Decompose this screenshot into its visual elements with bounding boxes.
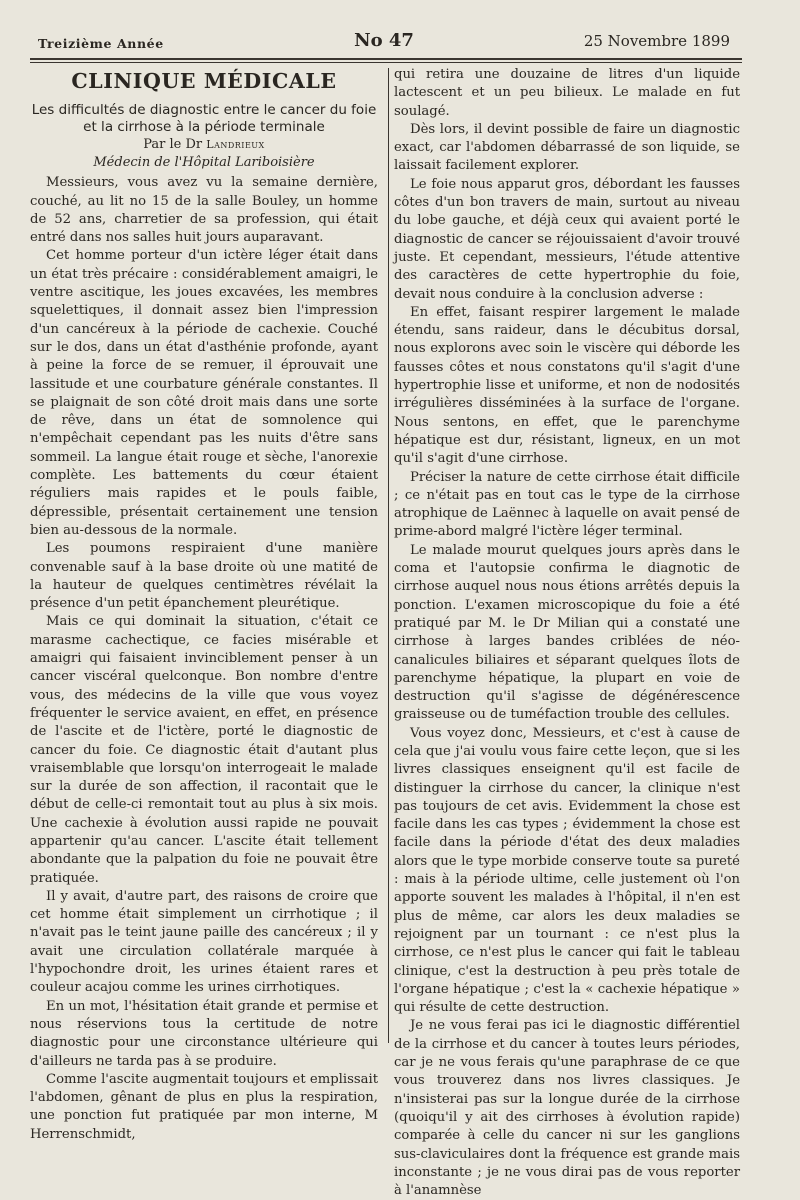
author-name: Landrieux [206,138,265,152]
paragraph: Comme l'ascite augmentait toujours et emplissait l'abdomen, gênant de plus en plus la respiration, une ponction fut pratiquée par mon interne, M Herrenschmidt, [30,1071,378,1142]
paragraph: Vous voyez donc, Messieurs, et c'est à cause de cela que j'ai voulu vous faire cette leçon, que si les livres classiques enseignent qu'il est facile de distinguer la cirrhose du cancer, la clinique n'est pas toujours de cet avis. Evidemment la chose est facile dans les cas types ; évidemment la chose est facile dans la période d'état des deux maladies alors que le type morbide conserve toute sa pureté : mais à la période ultime, celle justement où l'on apporte souvent les malades à l'hôpital, il n'en est plus de même, car alors les deux maladies se rejoignent par un tournant : ce n'est plus la cirrhose, ce n'est plus le cancer qui fait le tableau clinique, c'est la destruction à peu près totale de l'organe hépatique ; c'est la « cachexie hépatique » qui résulte de cette destruction. [394,725,740,1016]
volume-label: Treizième Année [38,36,164,51]
column-divider [388,68,389,1043]
paragraph: Dès lors, il devint possible de faire un diagnostic exact, car l'abdomen débarrassé de son liquide, se laissait facilement explorer. [394,121,740,174]
author-affiliation: Médecin de l'Hôpital Lariboisière [93,155,315,171]
paragraph: Messieurs, vous avez vu la semaine dernière, couché, au lit no 15 de la salle Bouley, un homme de 52 ans, charretier de sa profession, qui était entré dans nos salles huit jours auparavant. [30,175,378,246]
article-title [30,102,378,136]
paragraph: En un mot, l'hésitation était grande et permise et nous réservions tous la certitude de notre diagnostic pour une circonstance ultérieure qui d'ailleurs ne tarda pas à se produire. [30,998,378,1069]
issue-number: No 47 [354,30,414,51]
paragraph: En effet, faisant respirer largement le malade étendu, sans raideur, dans le décubitus dorsal, nous explorons avec soin le viscère qui déborde les fausses côtes et nous constatons qu'il s'agit d'une hypertrophie lisse et uniforme, et non de nodosités irrégulières disséminées à la surface de l'organe. Nous sentons, en effet, que le parenchyme hépatique est dur, résistant, ligneux, en un mot qu'il s'agit d'une cirrhose. [394,304,740,467]
left-column [30,68,378,1144]
paragraph: Les poumons respiraient d'une manière convenable sauf à la base droite où une matité de la hauteur de quelques centimètres révélait la présence d'un petit épanchement pleurétique. [30,541,378,612]
article-title-line: et la cirrhose à la période terminale [83,119,325,136]
paragraph: Cet homme porteur d'un ictère léger était dans un état très précaire : considérablement amaigri, le ventre ascitique, les joues excavées, les membres squelettiques, il donnait assez bien l'impression d'un cancéreux à la période de cachexie. Couché sur le dos, dans un état d'asthénie profonde, ayant à peine la force de se remuer, il éprouvait une lassitude et une courbature générale constantes. Il se plaignait de son côté droit mais dans une sorte de rêve, dans un état de somnolence qui n'empêchait cependant pas les nuits d'être sans sommeil. La langue était rouge et sèche, l'anorexie complète. Les battements du cœur étaient réguliers mais rapides et le pouls faible, dépressible, présentait certainement une tension bien au-dessous de la normale. [30,248,378,538]
paragraph: Je ne vous ferai pas ici le diagnostic différentiel de la cirrhose et du cancer à toutes leurs périodes, car je ne vous ferais qu'une paraphrase de ce que vous trouverez dans nos livres classiques. Je n'insisterai pas sur la longue durée de la cirrhose (quoiqu'il y ait des cirrhoses à évolution rapide) comparée à celle du cancer ni sur les ganglions sus-claviculaires dont la fréquence est grande mais inconstante ; je ne vous dirai pas de vous reporter à l'anamnèse [394,1018,740,1199]
paragraph: qui retira une douzaine de litres d'un liquide lactescent et un peu bilieux. Le malade en fut soulagé. [394,67,740,119]
header-rule-thin [30,62,742,63]
paragraph: Il y avait, d'autre part, des raisons de croire que cet homme était simplement un cirrhotique ; il n'avait pas le teint jaune paille des cancéreux ; il y avait une circulation collatérale marquée à l'hypochondre droit, les urines étaient rares et couleur acajou comme les urines cirrhotiques. [30,888,378,996]
article-title-line: Les difficultés de diagnostic entre le cancer du foie [31,102,377,119]
paragraph: Le foie nous apparut gros, débordant les fausses côtes d'un bon travers de main, surtout au niveau du lobe gauche, et déjà ceux qui avaient porté le diagnostic de cancer se réjouissaient d'avoir trouvé juste. Et cependant, messieurs, l'étude attentive des caractères de cette hypertrophie du foie, devait nous conduire à la conclusion adverse : [394,176,740,302]
byline-prefix: Par le Dr [143,137,203,153]
paragraph: Mais ce qui dominait la situation, c'était ce marasme cachectique, ce facies misérable et amaigri qui faisaient invinciblement penser à un cancer viscéral quelconque. Bon nombre d'entre vous, des médecins de la ville que vous voyez fréquenter le service avaient, en effet, en présence de l'ascite et de l'ictère, porté le diagnostic de cancer du foie. Ce diagnostic était d'autant plus vraisemblable que lorsqu'on interrogeait le malade sur la durée de son affection, il racontait que le début de celle-ci remontait tout au plus à six mois. Une cachexie à évolution aussi rapide ne pouvait appartenir qu'au cancer. L'ascite était tellement abondante que la palpation du foie ne pouvait être pratiquée. [30,614,378,886]
article-byline [30,136,378,154]
paragraph: Préciser la nature de cette cirrhose était difficile ; ce n'était pas en tout cas le type de la cirrhose atrophique de Laënnec à laquelle on avait pensé de prime-abord malgré l'ictère léger terminal. [394,469,740,540]
issue-date: 25 Novembre 1899 [583,32,730,50]
header-rule-thick [30,58,742,60]
left-body [30,174,378,1144]
paragraph: Le malade mourut quelques jours après dans le coma et l'autopsie confirma le diagnotic de cirrhose auquel nous nous étions arrêtés depuis la ponction. L'examen microscopique du foie a été pratiqué par M. le Dr Milian qui a constaté une cirrhose à larges bandes criblées de néo-canalicules biliaires et séparant quelques îlots de parenchyme hépatique, la plupart en voie de destruction qu'il s'agisse de dégénérescence graisseuse ou de tuméfaction trouble des cellules. [394,542,740,723]
right-column [394,66,740,1200]
section-title: CLINIQUE MÉDICALE [71,69,337,93]
page-header [38,30,730,54]
